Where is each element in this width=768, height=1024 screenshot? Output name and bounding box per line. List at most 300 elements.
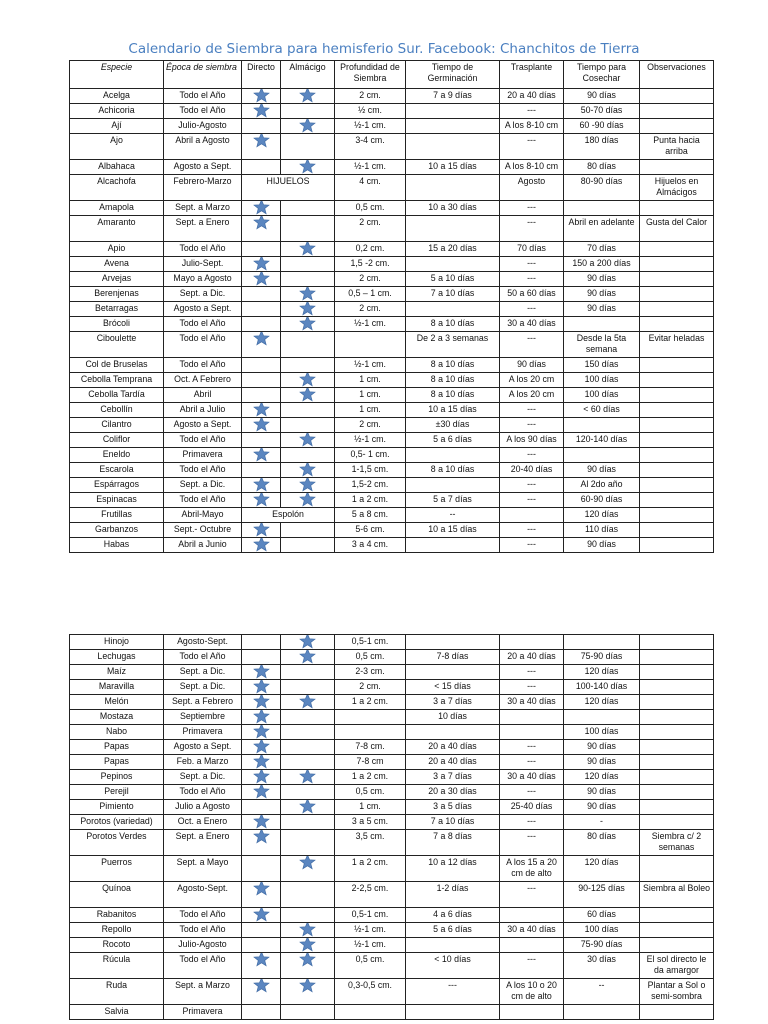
cell-directo (242, 770, 281, 785)
cell-germinacion: 8 a 10 días (406, 388, 500, 403)
cell-trasplante: --- (500, 538, 564, 553)
cell-cosechar: < 60 días (564, 403, 640, 418)
table-row (70, 104, 714, 119)
table-row (70, 523, 714, 538)
cell-almacigo (281, 665, 335, 680)
cell-especie: Pepinos (70, 770, 164, 785)
cell-epoca: Agosto a Sept. (164, 160, 242, 175)
cell-profundidad: 5-6 cm. (335, 523, 406, 538)
table-row (70, 463, 714, 478)
star-icon (252, 770, 271, 785)
cell-profundidad: 2 cm. (335, 89, 406, 104)
cell-almacigo (281, 785, 335, 800)
cell-cosechar: 180 días (564, 134, 640, 160)
cell-observaciones: Siembra al Boleo (640, 882, 714, 908)
cell-epoca: Todo el Año (164, 493, 242, 508)
star-icon (298, 89, 317, 104)
table-row (70, 317, 714, 332)
cell-cosechar: 100 días (564, 388, 640, 403)
cell-germinacion (406, 448, 500, 463)
cell-almacigo (281, 908, 335, 923)
cell-almacigo (281, 418, 335, 433)
cell-germinacion (406, 175, 500, 201)
cell-cosechar: 60 días (564, 908, 640, 923)
cell-cosechar (564, 317, 640, 332)
cell-profundidad: 1-1,5 cm. (335, 463, 406, 478)
cell-cosechar: 80 días (564, 830, 640, 856)
cell-germinacion: 7 a 10 días (406, 287, 500, 302)
cell-epoca: Todo el Año (164, 242, 242, 257)
cell-germinacion: 5 a 6 días (406, 923, 500, 938)
cell-profundidad (335, 710, 406, 725)
table-row (70, 856, 714, 882)
cell-germinacion: 3 a 7 días (406, 695, 500, 710)
cell-trasplante: 30 a 40 días (500, 317, 564, 332)
cell-cosechar: 90 días (564, 538, 640, 553)
table-row (70, 650, 714, 665)
cell-cosechar: -- (564, 979, 640, 1005)
cell-directo (242, 830, 281, 856)
cell-trasplante: --- (500, 201, 564, 216)
cell-almacigo (281, 388, 335, 403)
cell-observaciones (640, 89, 714, 104)
star-icon (298, 433, 317, 448)
cell-germinacion (406, 635, 500, 650)
cell-germinacion: 7 a 8 días (406, 830, 500, 856)
cell-epoca: Agosto-Sept. (164, 882, 242, 908)
cell-observaciones (640, 373, 714, 388)
cell-especie: Arvejas (70, 272, 164, 287)
cell-especie: Cebollín (70, 403, 164, 418)
cell-profundidad: ½-1 cm. (335, 358, 406, 373)
cell-epoca: Todo el Año (164, 332, 242, 358)
table-row (70, 830, 714, 856)
cell-directo (242, 800, 281, 815)
cell-epoca: Sept. a Enero (164, 216, 242, 242)
cell-directo (242, 785, 281, 800)
cell-especie: Ajo (70, 134, 164, 160)
cell-cosechar: 90 días (564, 287, 640, 302)
table-row (70, 635, 714, 650)
cell-especie: Hinojo (70, 635, 164, 650)
cell-directo (242, 650, 281, 665)
table-row (70, 201, 714, 216)
cell-profundidad: ½-1 cm. (335, 317, 406, 332)
star-icon (252, 953, 271, 968)
cell-cosechar: Desde la 5ta semana (564, 332, 640, 358)
table-row (70, 433, 714, 448)
cell-observaciones (640, 478, 714, 493)
cell-germinacion: 20 a 30 días (406, 785, 500, 800)
cell-cosechar: 80 días (564, 160, 640, 175)
cell-profundidad: ½-1 cm. (335, 433, 406, 448)
star-icon (252, 740, 271, 755)
star-icon (298, 938, 317, 953)
cell-cosechar: 110 días (564, 523, 640, 538)
cell-directo (242, 448, 281, 463)
cell-observaciones (640, 104, 714, 119)
cell-observaciones (640, 160, 714, 175)
cell-directo (242, 104, 281, 119)
cell-directo (242, 815, 281, 830)
cell-especie: Mostaza (70, 710, 164, 725)
table-row (70, 493, 714, 508)
cell-almacigo (281, 216, 335, 242)
cell-almacigo (281, 770, 335, 785)
cell-cosechar: 90 días (564, 463, 640, 478)
cell-trasplante: A los 8-10 cm (500, 119, 564, 134)
table-row (70, 953, 714, 979)
cell-profundidad: 2 cm. (335, 418, 406, 433)
cell-cosechar (564, 448, 640, 463)
table-row (70, 403, 714, 418)
table-row (70, 740, 714, 755)
cell-almacigo (281, 680, 335, 695)
cell-especie: Eneldo (70, 448, 164, 463)
cell-profundidad: 2 cm. (335, 216, 406, 242)
star-icon (298, 373, 317, 388)
cell-especie: Berenjenas (70, 287, 164, 302)
cell-trasplante: --- (500, 740, 564, 755)
cell-trasplante (500, 635, 564, 650)
cell-especie: Ají (70, 119, 164, 134)
cell-epoca: Sept. a Marzo (164, 201, 242, 216)
cell-especie: Avena (70, 257, 164, 272)
cell-profundidad: 2 cm. (335, 302, 406, 317)
cell-almacigo (281, 160, 335, 175)
cell-directo (242, 725, 281, 740)
cell-directo (242, 242, 281, 257)
cell-profundidad: 0,5- 1 cm. (335, 448, 406, 463)
cell-almacigo (281, 923, 335, 938)
cell-profundidad: 0,5 cm. (335, 201, 406, 216)
cell-germinacion: 8 a 10 días (406, 317, 500, 332)
cell-cosechar: 100 días (564, 923, 640, 938)
cell-cosechar: 60 -90 días (564, 119, 640, 134)
cell-cosechar: 120-140 días (564, 433, 640, 448)
cell-especie: Col de Bruselas (70, 358, 164, 373)
cell-profundidad: 5 a 8 cm. (335, 508, 406, 523)
cell-epoca: Sept.- Octubre (164, 523, 242, 538)
table-row (70, 272, 714, 287)
cell-directo (242, 478, 281, 493)
cell-profundidad: ½-1 cm. (335, 938, 406, 953)
cell-trasplante (500, 710, 564, 725)
cell-almacigo (281, 257, 335, 272)
cell-observaciones (640, 257, 714, 272)
cell-trasplante: --- (500, 257, 564, 272)
cell-almacigo (281, 448, 335, 463)
cell-especie: Achicoria (70, 104, 164, 119)
cell-trasplante: 20 a 40 días (500, 650, 564, 665)
cell-trasplante: 30 a 40 días (500, 770, 564, 785)
star-icon (252, 882, 271, 897)
cell-especie: Amapola (70, 201, 164, 216)
cell-cosechar: 120 días (564, 770, 640, 785)
star-icon (252, 665, 271, 680)
cell-almacigo (281, 358, 335, 373)
cell-cosechar (564, 635, 640, 650)
cell-observaciones: Evitar heladas (640, 332, 714, 358)
cell-trasplante: 25-40 días (500, 800, 564, 815)
table-row (70, 478, 714, 493)
cell-observaciones: El sol directo le da amargor (640, 953, 714, 979)
cell-almacigo (281, 104, 335, 119)
table-row (70, 680, 714, 695)
cell-trasplante: A los 20 cm (500, 388, 564, 403)
cell-profundidad: 3-4 cm. (335, 134, 406, 160)
cell-especie: Amaranto (70, 216, 164, 242)
cell-profundidad: 1 cm. (335, 388, 406, 403)
cell-profundidad: 2 cm. (335, 680, 406, 695)
cell-epoca: Todo el Año (164, 463, 242, 478)
cell-epoca: Sept. a Dic. (164, 770, 242, 785)
cell-observaciones (640, 923, 714, 938)
cell-trasplante (500, 725, 564, 740)
cell-trasplante: 90 días (500, 358, 564, 373)
cell-cosechar: 75-90 días (564, 650, 640, 665)
star-icon (252, 755, 271, 770)
cell-epoca: Todo el Año (164, 650, 242, 665)
cell-epoca: Oct. a Enero (164, 815, 242, 830)
cell-cosechar: 120 días (564, 856, 640, 882)
cell-trasplante: --- (500, 785, 564, 800)
cell-profundidad: 0,5 – 1 cm. (335, 287, 406, 302)
star-icon (252, 104, 271, 119)
cell-especie: Coliflor (70, 433, 164, 448)
table-row (70, 665, 714, 680)
cell-profundidad: 1 cm. (335, 403, 406, 418)
cell-epoca: Agosto a Sept. (164, 418, 242, 433)
cell-observaciones (640, 695, 714, 710)
cell-directo (242, 755, 281, 770)
cell-cosechar (564, 201, 640, 216)
cell-especie: Lechugas (70, 650, 164, 665)
star-icon (298, 119, 317, 134)
cell-almacigo (281, 373, 335, 388)
cell-directo (242, 538, 281, 553)
cell-trasplante: A los 20 cm (500, 373, 564, 388)
cell-profundidad: 0,2 cm. (335, 242, 406, 257)
table-row (70, 388, 714, 403)
cell-trasplante: 50 a 60 días (500, 287, 564, 302)
cell-epoca: Todo el Año (164, 953, 242, 979)
star-icon (252, 815, 271, 830)
cell-especie: Papas (70, 755, 164, 770)
table-row (70, 923, 714, 938)
cell-almacigo (281, 979, 335, 1005)
table-row (70, 800, 714, 815)
cell-germinacion: < 10 días (406, 953, 500, 979)
cell-epoca: Julio-Agosto (164, 938, 242, 953)
cell-trasplante: A los 8-10 cm (500, 160, 564, 175)
star-icon (298, 463, 317, 478)
table-row (70, 938, 714, 953)
cell-cosechar: 30 días (564, 953, 640, 979)
cell-germinacion: 10 a 15 días (406, 160, 500, 175)
cell-germinacion (406, 538, 500, 553)
cell-directo (242, 680, 281, 695)
table-row (70, 882, 714, 908)
cell-trasplante: 30 a 40 días (500, 695, 564, 710)
cell-directo (242, 979, 281, 1005)
table-row (70, 695, 714, 710)
cell-cosechar: 90 días (564, 302, 640, 317)
cell-especie: Pimiento (70, 800, 164, 815)
cell-germinacion: ±30 días (406, 418, 500, 433)
cell-almacigo (281, 710, 335, 725)
cell-epoca: Primavera (164, 1005, 242, 1020)
table-row (70, 242, 714, 257)
cell-profundidad (335, 725, 406, 740)
star-icon (252, 478, 271, 493)
cell-directo (242, 938, 281, 953)
table-row (70, 119, 714, 134)
cell-observaciones (640, 317, 714, 332)
star-icon (298, 953, 317, 968)
star-icon (252, 418, 271, 433)
cell-directo (242, 523, 281, 538)
cell-directo (242, 302, 281, 317)
cell-germinacion (406, 478, 500, 493)
cell-especie: Escarola (70, 463, 164, 478)
cell-directo (242, 710, 281, 725)
star-icon (298, 770, 317, 785)
cell-profundidad: 0,5-1 cm. (335, 635, 406, 650)
cell-trasplante: 70 días (500, 242, 564, 257)
cell-especie: Apio (70, 242, 164, 257)
cell-especie: Puerros (70, 856, 164, 882)
cell-observaciones (640, 403, 714, 418)
table-row (70, 216, 714, 242)
star-icon (298, 302, 317, 317)
cell-cosechar: 90 días (564, 800, 640, 815)
cell-cosechar: 90 días (564, 740, 640, 755)
cell-almacigo (281, 650, 335, 665)
cell-profundidad: ½-1 cm. (335, 923, 406, 938)
cell-observaciones (640, 908, 714, 923)
cell-almacigo (281, 740, 335, 755)
star-icon (252, 134, 271, 149)
cell-cosechar (564, 1005, 640, 1020)
cell-directo (242, 665, 281, 680)
cell-trasplante: --- (500, 216, 564, 242)
table-row (70, 710, 714, 725)
cell-observaciones (640, 302, 714, 317)
star-icon (252, 908, 271, 923)
cell-germinacion (406, 938, 500, 953)
star-icon (298, 923, 317, 938)
cell-profundidad: 1 cm. (335, 800, 406, 815)
cell-epoca: Abril-Mayo (164, 508, 242, 523)
cell-cosechar: 75-90 días (564, 938, 640, 953)
header-germinacion: Tiempo de Germinación (406, 61, 500, 89)
cell-epoca: Sept. a Febrero (164, 695, 242, 710)
cell-germinacion: 20 a 40 días (406, 740, 500, 755)
cell-epoca: Todo el Año (164, 89, 242, 104)
cell-especie: Cebolla Tardía (70, 388, 164, 403)
star-icon (252, 332, 271, 347)
cell-profundidad: 1 a 2 cm. (335, 856, 406, 882)
cell-profundidad: 2 cm. (335, 272, 406, 287)
cell-cosechar (564, 710, 640, 725)
cell-germinacion: 7-8 días (406, 650, 500, 665)
cell-germinacion (406, 257, 500, 272)
cell-observaciones: Plantar a Sol o semi-sombra (640, 979, 714, 1005)
star-icon (298, 388, 317, 403)
cell-almacigo (281, 755, 335, 770)
cell-almacigo (281, 302, 335, 317)
cell-germinacion: 8 a 10 días (406, 463, 500, 478)
cell-epoca: Todo el Año (164, 433, 242, 448)
cell-especie: Cebolla Temprana (70, 373, 164, 388)
cell-germinacion: 10 a 15 días (406, 523, 500, 538)
cell-almacigo (281, 242, 335, 257)
cell-directo (242, 216, 281, 242)
cell-epoca: Sept. a Marzo (164, 979, 242, 1005)
cell-profundidad: 1 a 2 cm. (335, 695, 406, 710)
cell-epoca: Sept. a Dic. (164, 478, 242, 493)
cell-almacigo (281, 201, 335, 216)
cell-trasplante: --- (500, 680, 564, 695)
cell-germinacion: De 2 a 3 semanas (406, 332, 500, 358)
cell-directo (242, 134, 281, 160)
cell-profundidad: 7-8 cm. (335, 740, 406, 755)
cell-directo (242, 358, 281, 373)
cell-trasplante: --- (500, 478, 564, 493)
cell-especie: Nabo (70, 725, 164, 740)
star-icon (252, 448, 271, 463)
cell-germinacion (406, 1005, 500, 1020)
cell-profundidad: ½-1 cm. (335, 160, 406, 175)
cell-observaciones (640, 272, 714, 287)
cell-epoca: Todo el Año (164, 785, 242, 800)
cell-especie: Quínoa (70, 882, 164, 908)
cell-epoca: Abril (164, 388, 242, 403)
cell-cosechar: 90 días (564, 785, 640, 800)
cell-observaciones (640, 448, 714, 463)
cell-trasplante (500, 1005, 564, 1020)
cell-observaciones (640, 358, 714, 373)
cell-almacigo (281, 538, 335, 553)
cell-almacigo (281, 800, 335, 815)
table-row (70, 134, 714, 160)
cell-epoca: Todo el Año (164, 908, 242, 923)
cell-especie: Porotos (variedad) (70, 815, 164, 830)
table-row (70, 770, 714, 785)
cell-especie: Garbanzos (70, 523, 164, 538)
cell-trasplante: --- (500, 755, 564, 770)
cell-especie: Ciboulette (70, 332, 164, 358)
cell-germinacion: 5 a 6 días (406, 433, 500, 448)
cell-trasplante: A los 15 a 20 cm de alto (500, 856, 564, 882)
header-observaciones: Observaciones (640, 61, 714, 89)
cell-directo (242, 882, 281, 908)
cell-trasplante: --- (500, 332, 564, 358)
cell-especie: Maíz (70, 665, 164, 680)
cell-directo (242, 923, 281, 938)
cell-observaciones: Punta hacia arriba (640, 134, 714, 160)
star-icon (252, 272, 271, 287)
star-icon (298, 493, 317, 508)
star-icon (298, 979, 317, 994)
cell-profundidad: 3 a 5 cm. (335, 815, 406, 830)
cell-especie: Salvia (70, 1005, 164, 1020)
table-row (70, 175, 714, 201)
cell-especie: Betarragas (70, 302, 164, 317)
cell-observaciones (640, 463, 714, 478)
cell-trasplante: --- (500, 830, 564, 856)
